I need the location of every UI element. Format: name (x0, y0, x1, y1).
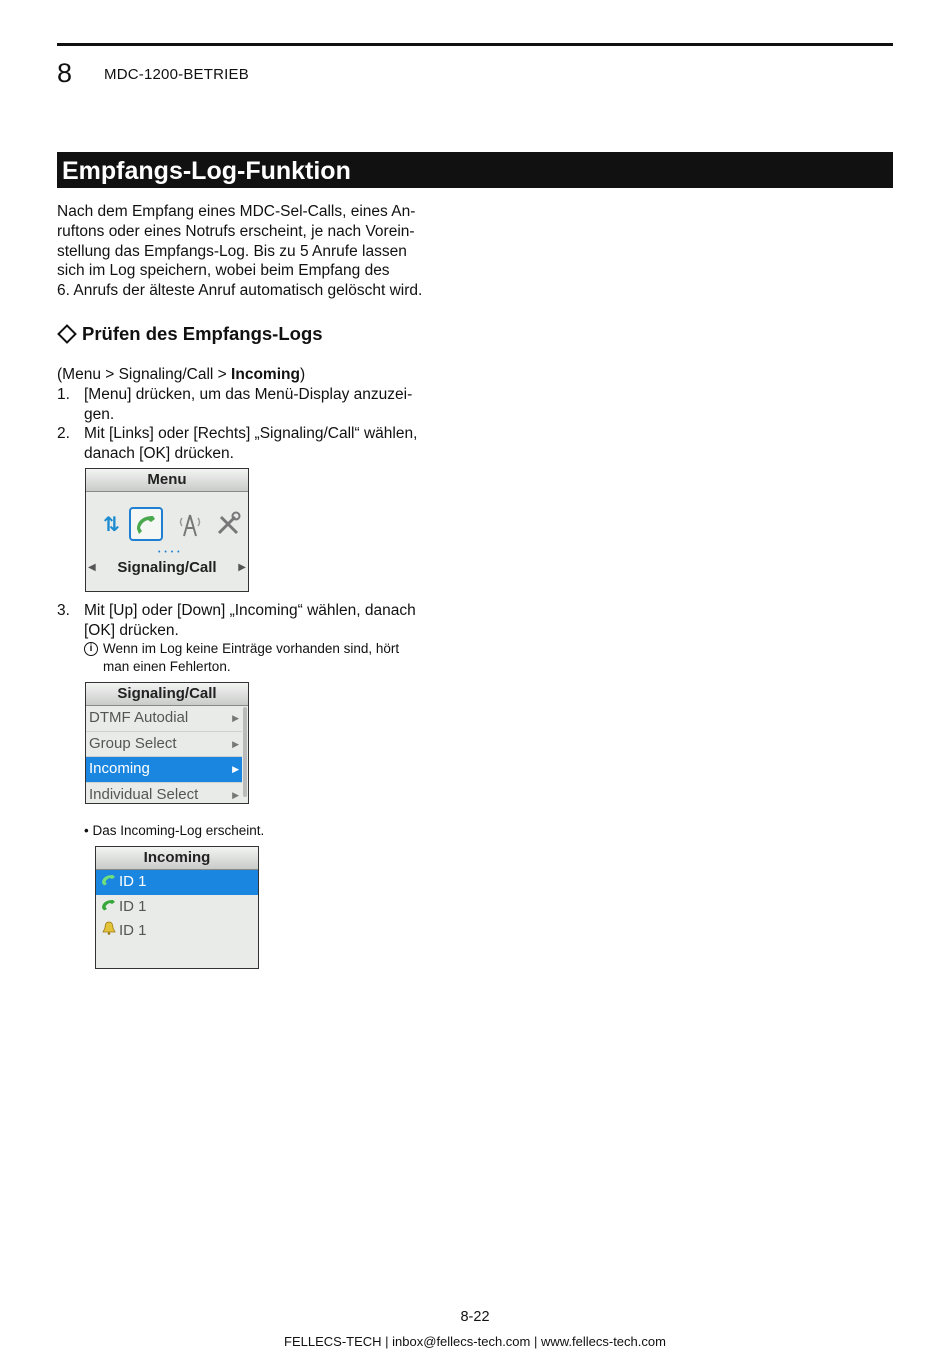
menu-screen (85, 468, 249, 592)
chapter-number: 8 (57, 58, 73, 88)
info-icon: i (84, 642, 98, 656)
step-line: Mit [Up] oder [Down] „Incoming“ wählen, danach (84, 602, 416, 619)
tools-icon[interactable] (212, 509, 244, 541)
list-item-selected[interactable] (86, 757, 242, 783)
menu-path-prefix: (Menu > Signaling/Call > (57, 366, 232, 383)
screen-title: Incoming (96, 847, 258, 870)
step-line: gen. (84, 405, 115, 423)
step-line: [OK] drücken. (84, 621, 179, 639)
chevron-right-icon: ▶ (232, 738, 239, 749)
phone-icon (99, 895, 119, 920)
bell-icon (99, 919, 119, 944)
list-item-label: Incoming (89, 760, 150, 777)
diamond-icon (57, 324, 77, 344)
incoming-row-label: ID 1 (119, 897, 147, 915)
chevron-right-icon: ▶ (232, 764, 239, 774)
incoming-row-label: ID 1 (119, 873, 147, 890)
menu-path-suffix: ) (299, 366, 306, 383)
step-line: [Menu] drücken, um das Menü-Display anzuzei- (84, 386, 413, 403)
phone-icon-glyph (100, 872, 118, 886)
page-number: 8-22 (460, 1309, 490, 1325)
menu-icon-row (86, 509, 248, 545)
top-rule (57, 43, 893, 46)
incoming-row[interactable] (96, 870, 258, 895)
tools-icon-glyph (213, 509, 243, 539)
updown-icon[interactable]: ⇅ (103, 514, 117, 536)
menu-path-bold: Incoming (231, 366, 300, 383)
intro-paragraph (57, 202, 457, 301)
list-item[interactable] (86, 732, 242, 758)
step-line: danach [OK] drücken. (84, 444, 234, 462)
intro-line: stellung das Empfangs-Log. Bis zu 5 Anrufe lassen (57, 242, 407, 260)
intro-line: 6. Anrufs der älteste Anruf automatisch gelöscht wird. (57, 282, 423, 300)
step-number: 3. (57, 602, 70, 619)
right-arrow-icon[interactable]: ▶ (238, 562, 246, 573)
step-number: 2. (57, 425, 70, 442)
phone-icon-glyph (131, 509, 161, 539)
antenna-icon-glyph (175, 509, 205, 539)
signaling-call-screen (85, 682, 249, 804)
list-item[interactable] (86, 783, 242, 805)
incoming-screen (95, 846, 259, 969)
screen-title: Signaling/Call (86, 683, 248, 706)
step-line: Mit [Links] oder [Rechts] „Signaling/Call“ wählen, (84, 425, 418, 442)
list-item[interactable] (86, 706, 242, 732)
bell-icon-glyph (101, 921, 117, 935)
note-line: man einen Fehlerton. (103, 659, 231, 674)
scrollbar[interactable] (243, 707, 247, 797)
chapter-title: MDC-1200-BETRIEB (104, 66, 249, 83)
intro-line: sich im Log speichern, wobei beim Empfang des (57, 262, 390, 280)
step-number: 1. (57, 386, 70, 403)
list-item-label: DTMF Autodial (89, 709, 189, 726)
list-item-label: Individual Select (89, 785, 199, 803)
phone-icon-glyph (100, 897, 118, 911)
incoming-row-label: ID 1 (119, 922, 147, 939)
section-title: Empfangs-Log-Funktion (57, 152, 893, 188)
phone-icon (99, 870, 119, 895)
footer: FELLECS-TECH | inbox@fellecs-tech.com | www.fellecs-tech.com (284, 1334, 666, 1349)
note-line: Wenn im Log keine Einträge vorhanden sind, hört (103, 641, 400, 656)
menu-path (57, 365, 457, 385)
chevron-right-icon: ▶ (232, 713, 239, 723)
intro-line: ruftons oder eines Notrufs erscheint, je nach Vorein- (57, 222, 415, 240)
antenna-icon[interactable] (174, 509, 206, 541)
phone-icon[interactable] (129, 507, 163, 541)
menu-label-row (86, 557, 248, 579)
chevron-right-icon: ▶ (232, 789, 239, 800)
subsection-heading (57, 322, 323, 346)
page-dots: • • • • (158, 549, 181, 556)
intro-line: Nach dem Empfang eines MDC-Sel-Calls, eines An- (57, 203, 416, 220)
screen-title: Menu (86, 469, 248, 492)
left-arrow-icon[interactable]: ◀ (88, 562, 96, 573)
bullet-text: • Das Incoming-Log erscheint. (84, 823, 265, 838)
menu-label: Signaling/Call (117, 559, 217, 576)
incoming-row[interactable] (96, 895, 258, 920)
incoming-row[interactable] (96, 919, 258, 944)
subsection-title: Prüfen des Empfangs-Logs (82, 323, 323, 344)
list-item-label: Group Select (89, 734, 177, 752)
